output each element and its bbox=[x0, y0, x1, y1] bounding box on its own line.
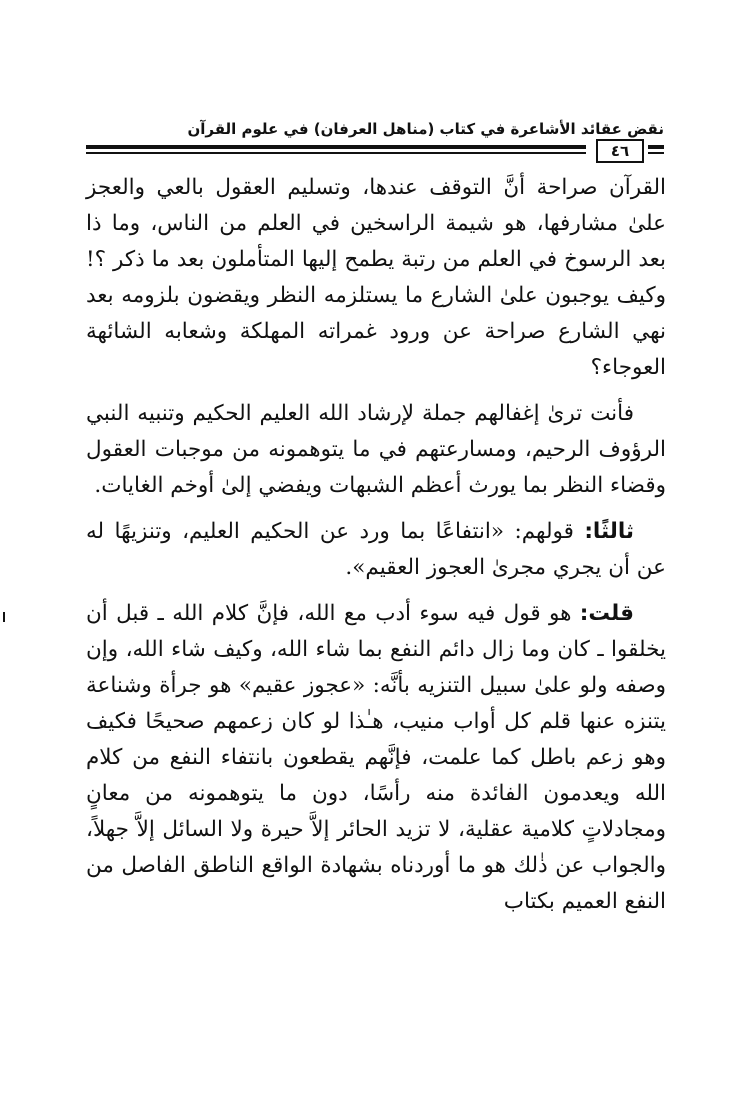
paragraph-1: القرآن صراحة أنَّ التوقف عندها، وتسليم العقول بالعي والعجز علىٰ مشارفها، هو شيمة الراسخين في العلم من الناس، وما ذا بعد الرسوخ في العلم من رتبة يطمح إليها المتأملون بعد ما ذكر ؟! وكيف يوجبون علىٰ الشارع ما يستلزمه النظر ويقضون بلزومه بعد نهي الشارع صراحة عن ورود غمراته المهلكة وشعابه الشائهة العوجاء؟ bbox=[86, 175, 666, 380]
margin-mark bbox=[3, 612, 5, 622]
paragraph-4-lead: قلت: bbox=[579, 601, 634, 626]
paragraph-4 bbox=[86, 596, 666, 920]
running-title: نقض عقائد الأشاعرة في كتاب (مناهل العرفان) في علوم القرآن bbox=[187, 120, 664, 138]
body-text bbox=[86, 170, 666, 930]
header-rule-right-thin bbox=[648, 152, 664, 154]
paragraph-3-lead: ثالثًا: bbox=[584, 519, 634, 544]
header-rule-thick bbox=[86, 145, 586, 149]
paragraph-4-text: هو قول فيه سوء أدب مع الله، فإنَّ كلام الله ـ قبل أن يخلقوا ـ كان وما زال دائم النفع بما شاء الله، وكيف شاء الله، وإن وصفه ولو علىٰ سبيل التنزيه بأنَّه: «عجوز عقيم» هو جرأة وشناعة يتنزه عنها قلم كل أواب منيب، هـٰذا لو كان زعمهم صحيحًا فكيف وهو زعم باطل كما علمت، فإنَّهم يقطعون بانتفاء النفع من كلام الله ويعدمون الفائدة منه رأسًا، دون ما يتوهمونه من معانٍ ومجادلاتٍ كلامية عقلية، لا تزيد الحائر إلاَّ حيرة ولا السائل إلاَّ جهلاً، والجواب عن ذٰلك هو ما أوردناه بشهادة الواقع الناطق الفاصل من النفع العميم بكتاب bbox=[86, 601, 666, 914]
page-number: ٤٦ bbox=[596, 139, 644, 163]
header-rule-right-thick bbox=[648, 145, 664, 149]
paragraph-2: فأنت ترىٰ إغفالهم جملة لإرشاد الله العليم الحكيم وتنبيه النبي الرؤوف الرحيم، ومسارعتهم في ما يتوهمونه من موجبات العقول وقضاء النظر بما يورث أعظم الشبهات ويفضي إلىٰ أوخم الغايات. bbox=[86, 401, 666, 498]
page-header bbox=[86, 112, 664, 162]
header-rule-thin bbox=[86, 152, 586, 154]
paragraph-3-text: قولهم: «انتفاعًا بما ورد عن الحكيم العليم، وتنزيهًا له عن أن يجري مجرىٰ العجوز العقيم». bbox=[86, 519, 666, 580]
paragraph-3 bbox=[86, 514, 666, 586]
